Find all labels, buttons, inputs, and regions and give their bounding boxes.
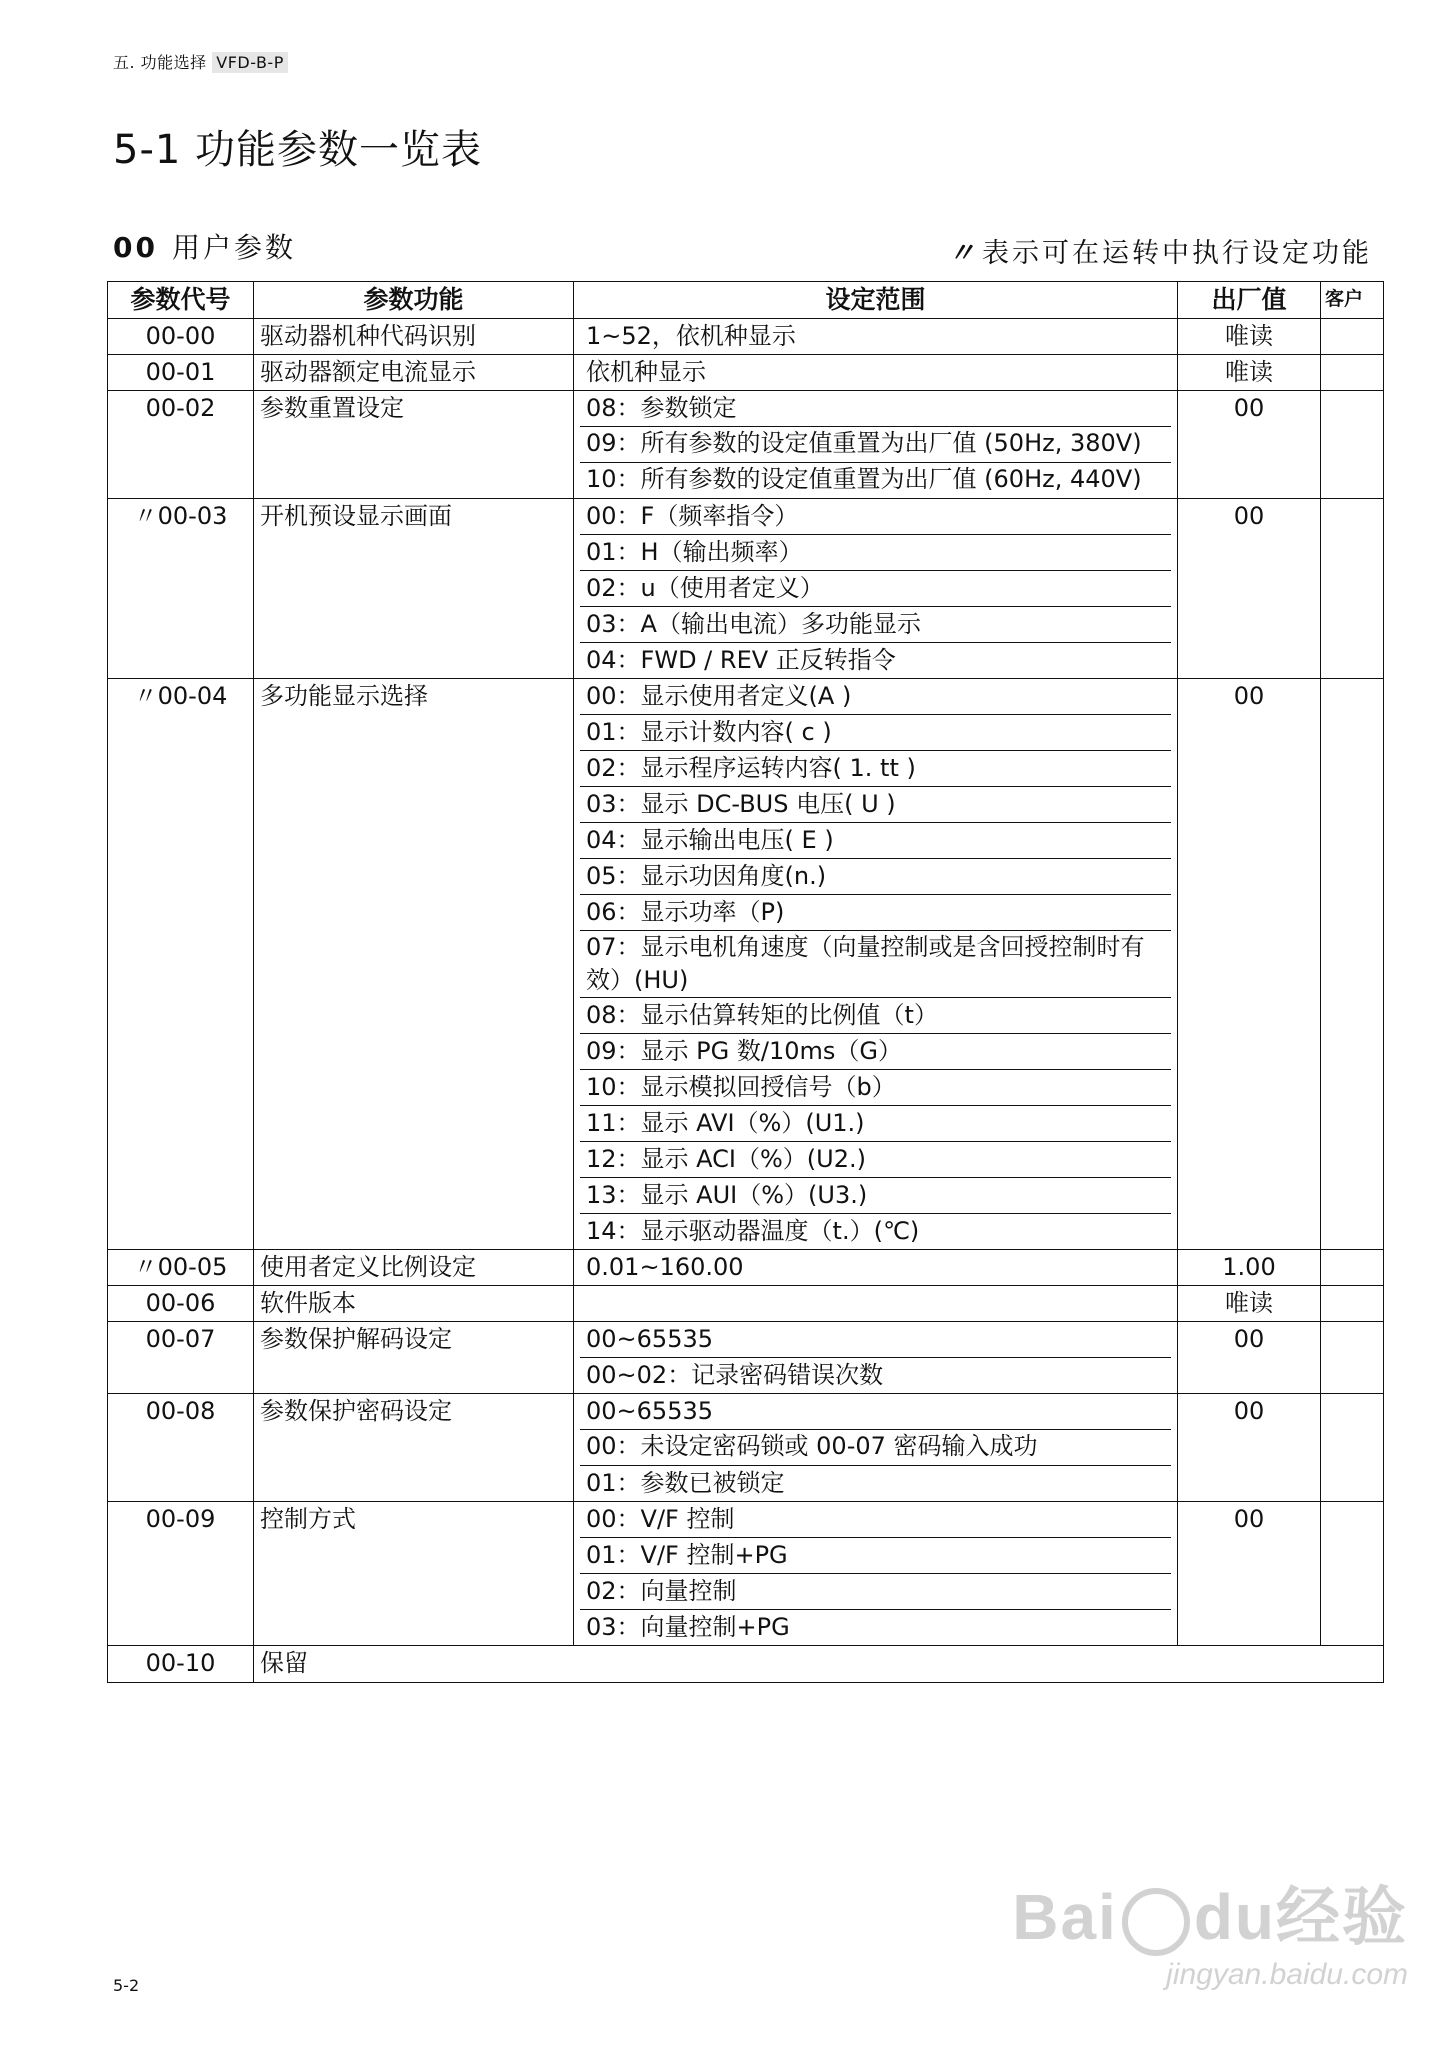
range-option: 依机种显示 xyxy=(586,358,706,386)
param-code: 00-09 xyxy=(108,1502,254,1646)
param-function: 参数重置设定 xyxy=(254,391,574,499)
range-option: 02：u（使用者定义） xyxy=(580,571,1171,607)
parameter-table xyxy=(107,281,1384,1683)
param-customer xyxy=(1321,499,1384,679)
range-option: 04：显示输出电压( E ) xyxy=(580,823,1171,859)
range-option: 01：V/F 控制+PG xyxy=(580,1538,1171,1574)
section-title xyxy=(113,226,296,266)
range-option: 04：FWD / REV 正反转指令 xyxy=(586,646,896,674)
legend-note xyxy=(948,231,1372,270)
range-option: 03：向量控制+PG xyxy=(586,1613,790,1641)
param-default: 00 xyxy=(1178,391,1321,499)
range-option: 00：显示使用者定义(A ) xyxy=(580,679,1171,715)
param-range xyxy=(574,1502,1178,1646)
legend-text: 表示可在运转中执行设定功能 xyxy=(982,238,1372,269)
param-default: 00 xyxy=(1178,499,1321,679)
paw-icon xyxy=(1122,1888,1190,1956)
header-function: 参数功能 xyxy=(254,282,574,319)
range-option: 00：F（频率指令） xyxy=(580,499,1171,535)
param-function: 使用者定义比例设定 xyxy=(254,1250,574,1286)
param-code: 00-02 xyxy=(108,391,254,499)
range-option: 10：所有参数的设定值重置为出厂值 (60Hz, 440V) xyxy=(586,465,1142,493)
table-row xyxy=(108,1250,1384,1286)
table-row xyxy=(108,355,1384,391)
table-row xyxy=(108,679,1384,1250)
param-code: 00-07 xyxy=(108,1322,254,1394)
header-range: 设定范围 xyxy=(574,282,1178,319)
range-option: 00~02：记录密码错误次数 xyxy=(586,1361,884,1389)
range-option: 03：A（输出电流）多功能显示 xyxy=(580,607,1171,643)
range-option: 08：参数锁定 xyxy=(580,391,1171,427)
param-default: 00 xyxy=(1178,1322,1321,1394)
range-option: 02：向量控制 xyxy=(580,1574,1171,1610)
param-default: 00 xyxy=(1178,679,1321,1250)
param-default: 唯读 xyxy=(1178,1286,1321,1322)
range-option: 00~65535 xyxy=(580,1322,1171,1358)
param-range xyxy=(574,391,1178,499)
param-range xyxy=(574,319,1178,355)
watermark-brand-cn: 经验 xyxy=(1276,1881,1408,1953)
param-function: 参数保护密码设定 xyxy=(254,1394,574,1502)
section-name: 用户参数 xyxy=(171,231,296,264)
table-row xyxy=(108,319,1384,355)
param-function: 控制方式 xyxy=(254,1502,574,1646)
param-default: 唯读 xyxy=(1178,319,1321,355)
param-range xyxy=(574,1250,1178,1286)
param-range xyxy=(574,1322,1178,1394)
range-option: 07：显示电机角速度（向量控制或是含回授控制时有效）(HU) xyxy=(580,931,1171,998)
param-default: 1.00 xyxy=(1178,1250,1321,1286)
range-option: 08：显示估算转矩的比例值（t） xyxy=(580,998,1171,1034)
param-code: 00-06 xyxy=(108,1286,254,1322)
param-default: 唯读 xyxy=(1178,355,1321,391)
param-function: 驱动器额定电流显示 xyxy=(254,355,574,391)
page-title: 5-1 功能参数一览表 xyxy=(113,127,483,173)
page-number: 5-2 xyxy=(113,1976,140,1995)
param-code: 〃00-03 xyxy=(108,499,254,679)
range-option: 1~52，依机种显示 xyxy=(586,322,796,350)
param-customer xyxy=(1321,1250,1384,1286)
range-option: 01：H（输出频率） xyxy=(580,535,1171,571)
param-code: 〃00-04 xyxy=(108,679,254,1250)
section-number: 00 xyxy=(113,231,158,264)
param-function: 保留 xyxy=(254,1646,1384,1683)
param-customer xyxy=(1321,319,1384,355)
table-row xyxy=(108,1286,1384,1322)
table-row xyxy=(108,1322,1384,1394)
header-default: 出厂值 xyxy=(1178,282,1321,319)
range-option: 12：显示 ACI（%）(U2.) xyxy=(580,1142,1171,1178)
param-customer xyxy=(1321,679,1384,1250)
range-option: 05：显示功因角度(n.) xyxy=(580,859,1171,895)
range-option: 11：显示 AVI（%）(U1.) xyxy=(580,1106,1171,1142)
range-option: 01：显示计数内容( c ) xyxy=(580,715,1171,751)
header-code: 参数代号 xyxy=(108,282,254,319)
model-label: VFD-B-P xyxy=(212,52,288,73)
param-code: 00-10 xyxy=(108,1646,254,1683)
range-option: 09：所有参数的设定值重置为出厂值 (50Hz, 380V) xyxy=(580,427,1171,463)
watermark-brand: Bai xyxy=(1012,1881,1118,1953)
param-range xyxy=(574,1394,1178,1502)
param-range xyxy=(574,499,1178,679)
param-function: 多功能显示选择 xyxy=(254,679,574,1250)
range-option: 02：显示程序运转内容( 1. tt ) xyxy=(580,751,1171,787)
range-option: 00~65535 xyxy=(580,1394,1171,1430)
range-option: 0.01~160.00 xyxy=(586,1253,744,1281)
runtime-settable-icon: 〃 xyxy=(948,238,978,269)
range-option: 03：显示 DC-BUS 电压( U ) xyxy=(580,787,1171,823)
range-option xyxy=(580,1286,1171,1321)
header-customer: 客户 xyxy=(1321,282,1384,319)
range-option: 01：参数已被锁定 xyxy=(586,1469,785,1497)
param-customer xyxy=(1321,391,1384,499)
range-option: 00：未设定密码锁或 00-07 密码输入成功 xyxy=(580,1430,1171,1466)
param-customer xyxy=(1321,1322,1384,1394)
param-default: 00 xyxy=(1178,1502,1321,1646)
param-function: 参数保护解码设定 xyxy=(254,1322,574,1394)
param-default: 00 xyxy=(1178,1394,1321,1502)
param-function: 软件版本 xyxy=(254,1286,574,1322)
param-function: 开机预设显示画面 xyxy=(254,499,574,679)
range-option: 13：显示 AUI（%）(U3.) xyxy=(580,1178,1171,1214)
param-range xyxy=(574,1286,1178,1322)
table-row xyxy=(108,499,1384,679)
param-range xyxy=(574,679,1178,1250)
table-header-row xyxy=(108,282,1384,319)
watermark-logo xyxy=(1012,1866,1408,1958)
chapter-label: 五. 功能选择 xyxy=(113,53,207,72)
range-option: 10：显示模拟回授信号（b） xyxy=(580,1070,1171,1106)
table-row xyxy=(108,1502,1384,1646)
param-customer xyxy=(1321,355,1384,391)
param-code: 00-01 xyxy=(108,355,254,391)
range-option: 00：V/F 控制 xyxy=(580,1502,1171,1538)
range-option: 14：显示驱动器温度（t.）(℃) xyxy=(586,1217,920,1245)
param-code: 00-00 xyxy=(108,319,254,355)
range-option: 06：显示功率（P) xyxy=(580,895,1171,931)
param-customer xyxy=(1321,1502,1384,1646)
param-range xyxy=(574,355,1178,391)
watermark-url: jingyan.baidu.com xyxy=(1166,1958,1408,1991)
param-function: 驱动器机种代码识别 xyxy=(254,319,574,355)
watermark-brand-suffix: du xyxy=(1193,1881,1276,1953)
table-row xyxy=(108,1394,1384,1502)
table-row xyxy=(108,391,1384,499)
running-header xyxy=(113,50,288,73)
range-option: 09：显示 PG 数/10ms（G） xyxy=(580,1034,1171,1070)
table-body xyxy=(108,319,1384,1683)
param-customer xyxy=(1321,1286,1384,1322)
table-row xyxy=(108,1646,1384,1683)
param-customer xyxy=(1321,1394,1384,1502)
param-code: 00-08 xyxy=(108,1394,254,1502)
watermark xyxy=(1012,1866,1408,1992)
param-code: 〃00-05 xyxy=(108,1250,254,1286)
